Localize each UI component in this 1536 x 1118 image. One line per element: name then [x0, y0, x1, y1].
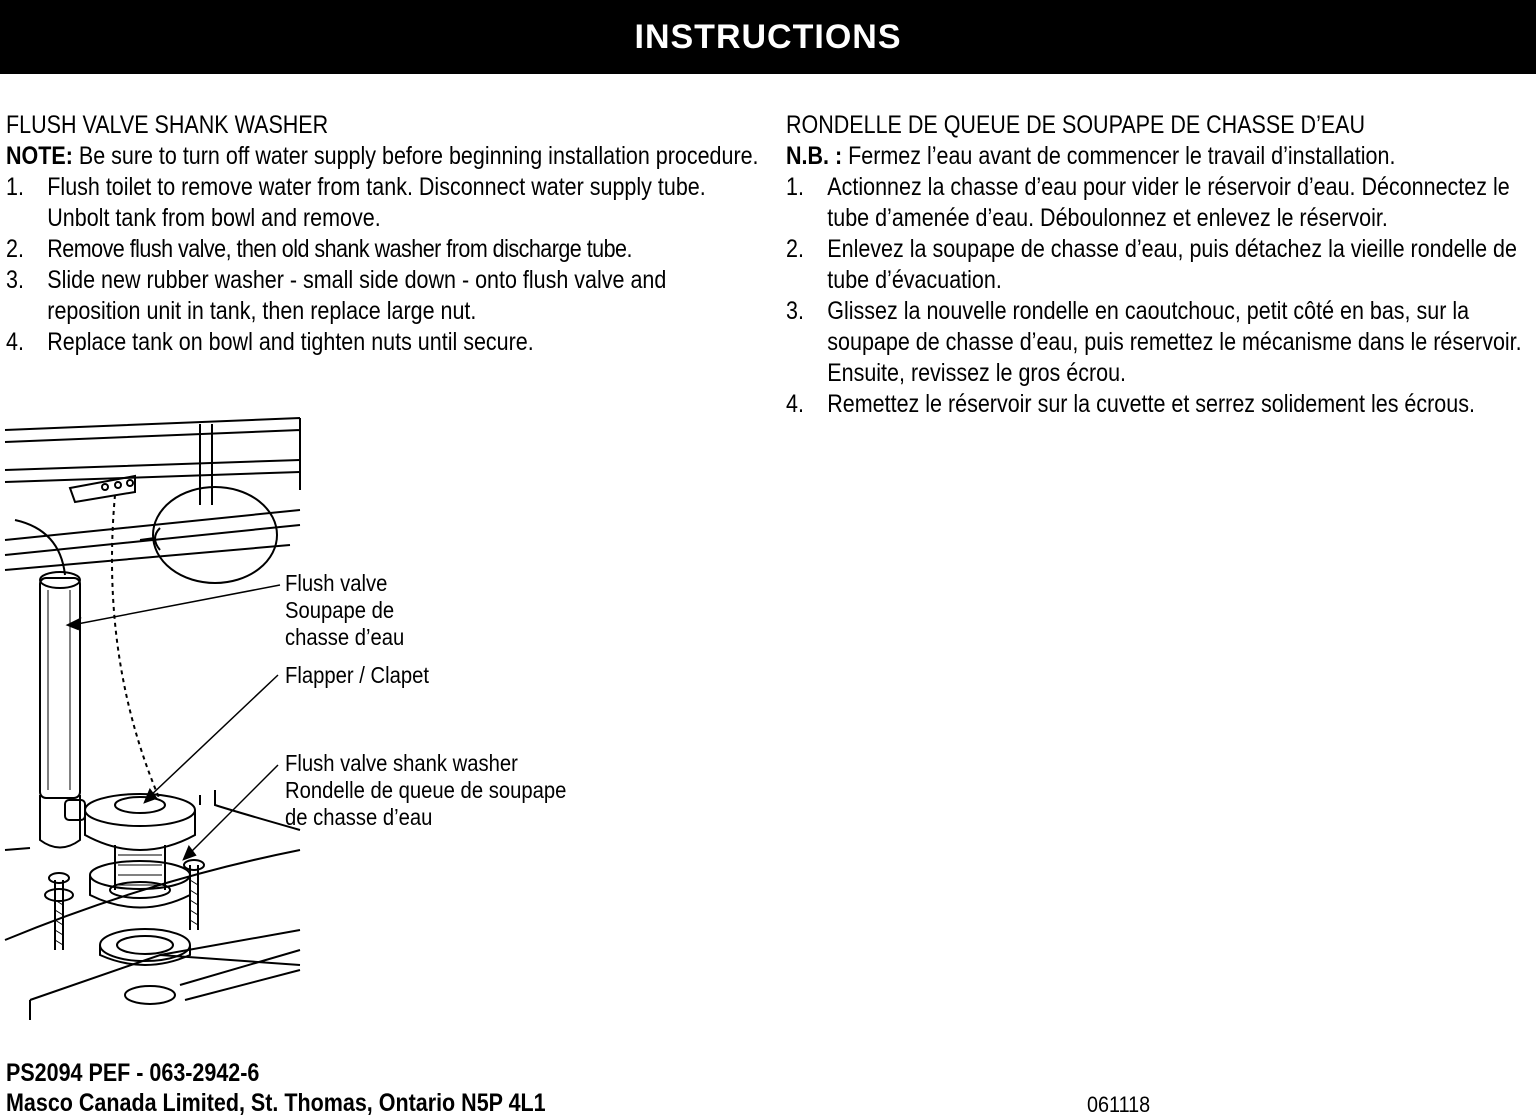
english-step [6, 265, 763, 327]
english-steps [6, 172, 763, 358]
french-step [786, 296, 1534, 389]
step-number: 1. [786, 173, 804, 201]
french-step [786, 234, 1534, 296]
step-number: 1. [6, 173, 24, 201]
french-note-label: N.B. : [786, 142, 843, 170]
french-note [786, 141, 1534, 172]
step-number: 4. [786, 390, 804, 418]
label-line: Soupape de [285, 597, 395, 623]
french-step [786, 172, 1534, 234]
french-steps [786, 172, 1534, 420]
french-step [786, 389, 1534, 420]
page-title: INSTRUCTIONS [634, 17, 902, 56]
flapper-label [285, 662, 429, 689]
english-heading: FLUSH VALVE SHANK WASHER [6, 111, 329, 139]
step-number: 3. [6, 266, 24, 294]
product-code: PS2094 PEF - 063-2942-6 [6, 1059, 260, 1087]
step-text: Glissez la nouvelle rondelle en caoutchouc, petit côté en bas, sur la soupape de chasse d’eau, puis remettez le mécanisme dans le réservoir. Ensuite, revissez le gros écrou. [827, 297, 1522, 387]
toilet-tank-diagram [0, 410, 310, 1025]
step-text: Replace tank on bowl and tighten nuts until secure. [47, 328, 534, 356]
company-address: Masco Canada Limited, St. Thomas, Ontario N5P 4L1 [6, 1089, 546, 1117]
english-step [6, 172, 763, 234]
step-text: Slide new rubber washer - small side down - onto flush valve and reposition unit in tank, then replace large nut. [47, 266, 667, 325]
label-line: Flapper / Clapet [285, 662, 430, 688]
english-note-label: NOTE: [6, 142, 73, 170]
step-text: Actionnez la chasse d’eau pour vider le réservoir d’eau. Déconnectez le tube d’amenée d’eau. Déboulonnez et enlevez le réservoir. [827, 173, 1510, 232]
step-text: Enlevez la soupape de chasse d’eau, puis détachez la vieille rondelle de tube d’évacuation. [827, 235, 1517, 294]
label-line: chasse d’eau [285, 624, 405, 650]
label-line: Rondelle de queue de soupape [285, 777, 567, 803]
footer [6, 1058, 546, 1118]
french-heading: RONDELLE DE QUEUE DE SOUPAPE DE CHASSE D’EAU [786, 111, 1366, 139]
english-note [6, 141, 763, 172]
flush-valve-label [285, 570, 404, 651]
english-instructions [6, 110, 763, 358]
step-text: Remove flush valve, then old shank washer from discharge tube. [47, 235, 632, 263]
label-line: de chasse d’eau [285, 804, 433, 830]
step-number: 4. [6, 328, 24, 356]
step-number: 2. [786, 235, 804, 263]
step-number: 3. [786, 297, 804, 325]
english-step [6, 327, 763, 358]
shank-washer-label [285, 750, 566, 831]
date-code: 061118 [1087, 1092, 1151, 1117]
step-number: 2. [6, 235, 24, 263]
step-text: Remettez le réservoir sur la cuvette et serrez solidement les écrous. [827, 390, 1475, 418]
label-line: Flush valve shank washer [285, 750, 518, 776]
english-note-text: Be sure to turn off water supply before beginning installation procedure. [72, 142, 759, 170]
english-step [6, 234, 763, 265]
french-note-text: Fermez l’eau avant de commencer le travail d’installation. [842, 142, 1396, 170]
instructions-header [0, 0, 1536, 74]
label-line: Flush valve [285, 570, 388, 596]
step-text: Flush toilet to remove water from tank. Disconnect water supply tube. Unbolt tank from bowl and remove. [47, 173, 706, 232]
french-instructions [786, 110, 1534, 420]
